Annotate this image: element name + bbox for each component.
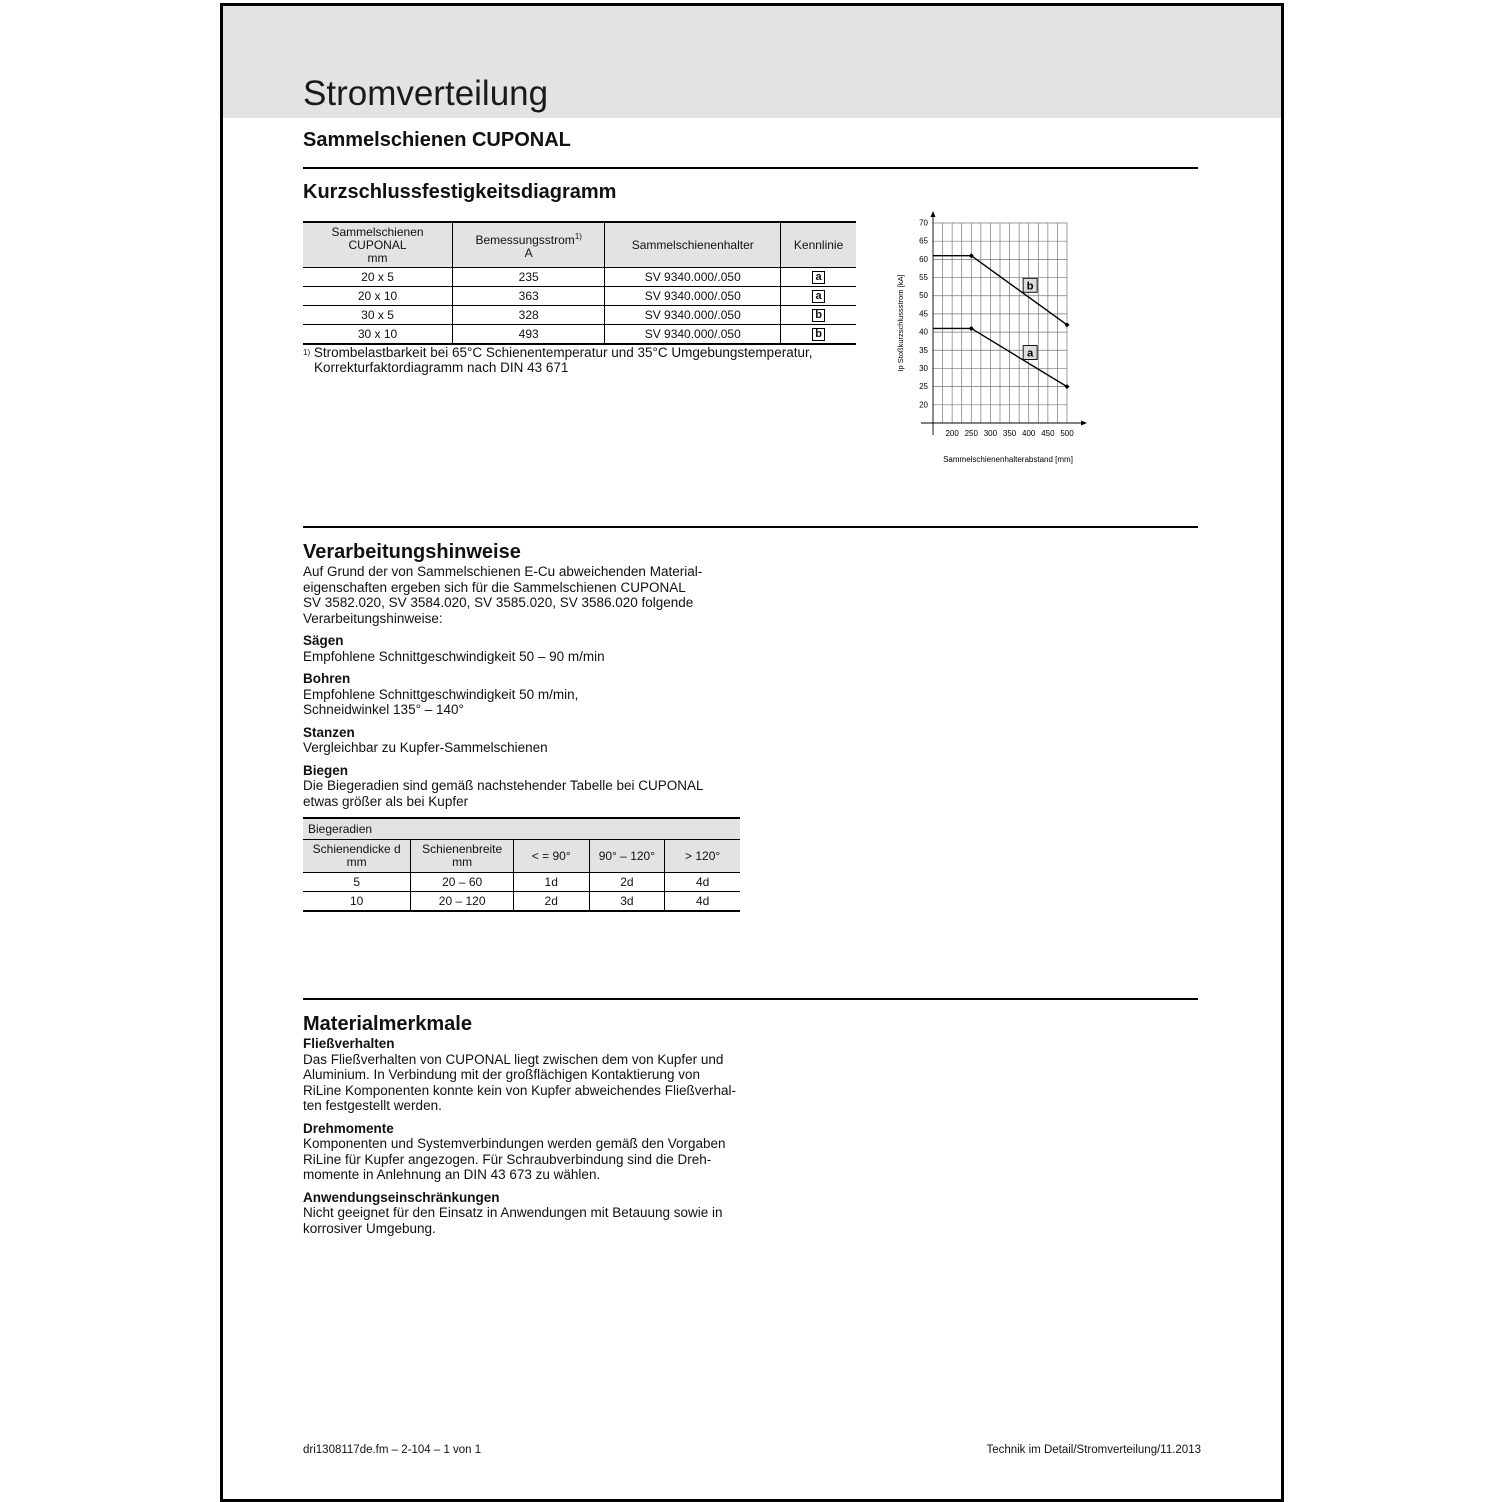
table-row: 30 x 10 493 SV 9340.000/.050 b — [303, 325, 856, 345]
x-tick-label: 350 — [1002, 429, 1017, 438]
note-stanzen: Stanzen Vergleichbar zu Kupfer-Sammelschienen — [303, 724, 548, 755]
section-divider — [303, 526, 1198, 528]
section-heading-material: Materialmerkmale — [303, 1013, 472, 1035]
y-tick-label: 45 — [919, 309, 928, 319]
x-tick-label: 400 — [1022, 429, 1036, 438]
table-footnote: $^{1)}$ Strombelastbarkeit bei 65°C Schienentemperatur und 35°C Umgebungstemperatur, Korrekturfaktordiagramm nach DIN 43 671 — [303, 345, 813, 375]
table-row: 20 x 5 235 SV 9340.000/.050 a — [303, 268, 856, 287]
note-anwendung: Anwendungseinschränkungen Nicht geeignet für den Einsatz in Anwendungen mit Betauung sowie in korrosiver Umgebung. — [303, 1189, 723, 1236]
col-header-curve: Kennlinie — [781, 222, 856, 268]
y-axis-arrow — [931, 211, 936, 217]
footer-file-info: dri1308117de.fm – 2-104 – 1 von 1 — [303, 1444, 482, 1456]
col-header-90-120: 90° – 120° — [589, 840, 665, 873]
col-header-width: Schienenbreite mm — [411, 840, 514, 873]
section-divider — [303, 998, 1198, 1000]
page-title: Stromverteilung — [303, 74, 549, 113]
col-header-gt120: > 120° — [665, 840, 740, 873]
series-label-b: b — [1026, 280, 1034, 293]
bend-table-caption: Biegeradien — [303, 818, 740, 840]
curve-badge: a — [812, 290, 825, 303]
note-drehmomente: Drehmomente Komponenten und Systemverbindungen werden gemäß den Vorgaben RiLine für Kupfer angezogen. Für Schraubverbindung sind die Dreh- momente in Anlehnung an DIN 43 673 zu wählen. — [303, 1120, 726, 1182]
processing-notes — [303, 564, 763, 809]
col-header-thickness: Schienendicke d mm — [303, 840, 411, 873]
section-divider — [303, 167, 1198, 169]
col-header-le90: < = 90° — [513, 840, 589, 873]
y-tick-label: 35 — [919, 345, 928, 355]
chart-axes — [921, 211, 1087, 435]
note-saegen: Sägen Empfohlene Schnittgeschwindigkeit 50 – 90 m/min — [303, 633, 605, 664]
x-tick-label: 450 — [1041, 429, 1055, 438]
y-tick-label: 20 — [919, 400, 928, 410]
chart-x-axis-label: Sammelschienenhalterabstand [mm] — [943, 455, 1073, 464]
short-circuit-chart — [891, 206, 1111, 471]
bend-radius-table — [303, 817, 740, 912]
table-row: 10 20 – 120 2d 3d 4d — [303, 892, 740, 912]
curve-badge: b — [812, 309, 825, 322]
x-tick-label: 200 — [945, 429, 959, 438]
y-tick-label: 50 — [919, 291, 928, 301]
y-tick-label: 25 — [919, 382, 928, 392]
series-label-a: a — [1027, 347, 1034, 360]
x-tick-label: 250 — [964, 429, 978, 438]
y-tick-label: 65 — [919, 236, 928, 246]
y-tick-label: 60 — [919, 254, 928, 264]
y-tick-label: 30 — [919, 363, 928, 373]
y-tick-label: 55 — [919, 273, 928, 283]
note-bohren: Bohren Empfohlene Schnittgeschwindigkeit 50 m/min, Schneidwinkel 135° – 140° — [303, 671, 579, 717]
x-axis-arrow — [1081, 421, 1087, 426]
material-notes — [303, 1036, 763, 1236]
table-row: 30 x 5 328 SV 9340.000/.050 b — [303, 306, 856, 325]
chart-y-axis-label: Ip Stoßkurzschlussstrom [kA] — [896, 274, 905, 372]
document-page — [220, 3, 1284, 1502]
col-header-holder: Sammelschienenhalter — [605, 222, 781, 268]
table-row: 20 x 10 363 SV 9340.000/.050 a — [303, 287, 856, 306]
x-tick-label: 500 — [1060, 429, 1074, 438]
col-header-busbar: Sammelschienen CUPONAL mm — [303, 222, 453, 268]
section-heading-kurzschluss: Kurzschlussfestigkeitsdiagramm — [303, 181, 617, 203]
footer-doc-path: Technik im Detail/Stromverteilung/11.2013 — [986, 1444, 1201, 1456]
page-subtitle: Sammelschienen CUPONAL — [303, 129, 571, 151]
curve-badge: a — [812, 271, 825, 284]
x-tick-label: 300 — [983, 429, 998, 438]
note-fliessverhalten: Fließverhalten Das Fließverhalten von CUPONAL liegt zwischen dem von Kupfer und Aluminium. In Verbindung mit der großflächigen Kontaktierung von RiLine Komponenten konnte kein von Kupfer abweichendes Fließverhal- ten festgestellt werden. — [303, 1036, 737, 1113]
y-tick-label: 70 — [919, 218, 928, 228]
note-biegen: Biegen Die Biegeradien sind gemäß nachstehender Tabelle bei CUPONAL etwas größer als bei Kupfer — [303, 762, 704, 809]
section-heading-verarbeitung: Verarbeitungshinweise — [303, 541, 521, 563]
table-row: 5 20 – 60 1d 2d 4d — [303, 873, 740, 892]
intro-text: Auf Grund der von Sammelschienen E-Cu abweichenden Material- eigenschaften ergeben sich für die Sammelschienen CUPONAL SV 3582.020, SV 3584.020, SV 3585.020, SV 3586.020 folgende Verarbeitungshinweise: — [303, 564, 703, 626]
chart-grid — [933, 223, 1067, 423]
y-tick-label: 40 — [919, 327, 928, 337]
col-header-current: Bemessungsstrom$^{1)}$ A — [453, 222, 605, 268]
curve-badge: b — [812, 328, 825, 341]
rating-table — [303, 221, 856, 345]
